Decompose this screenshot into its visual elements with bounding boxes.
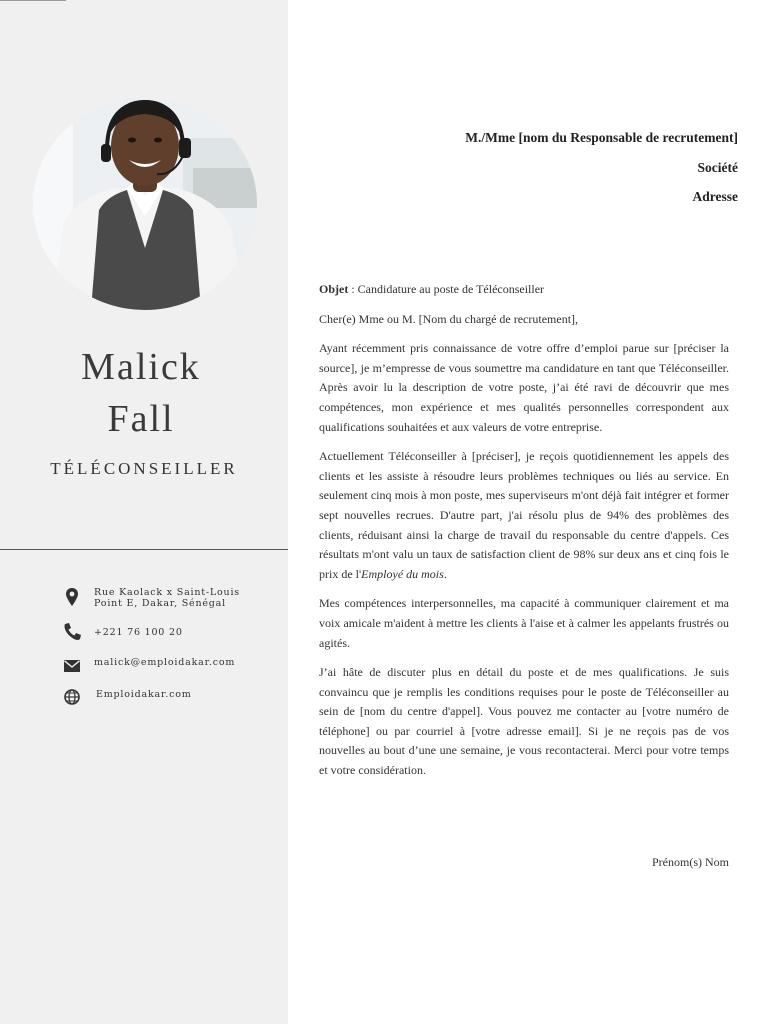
letter-paragraph-1: Ayant récemment pris connaissance de votre offre d’emploi parue sur [préciser la source], je m’empresse de vous soumettre ma candidature en tant que Téléconseiller. Après avoir lu la description de votre poste, j’ai été ravi de découvrir que mes compétences, mon expérience et mes qualités personnelles correspondent aux qualifications souhaitées et aux valeurs de votre entreprise. xyxy=(319,341,729,434)
website-url: Emploidakar.com xyxy=(96,689,192,700)
letter-paragraph-2 xyxy=(319,447,729,584)
recipient-company: Société xyxy=(697,160,738,175)
letter-body xyxy=(319,280,729,791)
contact-address xyxy=(62,587,240,609)
candidate-job-title: TÉLÉCONSEILLER xyxy=(50,459,238,478)
top-rule xyxy=(0,0,66,1)
sidebar-divider xyxy=(0,549,288,550)
profile-photo xyxy=(33,98,257,310)
recipient-name: M./Mme [nom du Responsable de recrutement] xyxy=(465,130,738,145)
paragraph-2-main: Actuellement Téléconseiller à [préciser], je reçois quotidiennement les appels des clients et les assiste à résoudre leurs problèmes techniques ou liés au service. En seulement cinq mois à mon poste, mes superviseurs m'ont déjà fait intégrer et former sept nouvelles recrues. D'autre part, j'ai résolu plus de 94% des problèmes des clients, réduisant ainsi la charge de travail du responsable du centre d'appels. Ces résultats m'ont valu un taux de satisfaction client de 98% sur deux ans et cinq fois le prix de l' xyxy=(319,449,729,581)
subject-text: : Candidature au poste de Téléconseiller xyxy=(348,282,545,296)
subject-label: Objet xyxy=(319,282,349,296)
letter-salutation: Cher(e) Mme ou M. [Nom du chargé de recrutement], xyxy=(319,311,579,326)
location-pin-icon xyxy=(62,587,82,607)
phone-icon xyxy=(62,622,82,642)
paragraph-2-end: . xyxy=(443,566,447,581)
contact-phone xyxy=(62,622,183,642)
letter-signature: Prénom(s) Nom xyxy=(652,855,729,869)
letter-paragraph-3: Mes compétences interpersonnelles, ma capacité à communiquer clairement et ma voix amicale m'aident à mettre les clients à l'aise et à calmer les appelants frustrés ou agités. xyxy=(319,596,729,650)
email-address: malick@emploidakar.com xyxy=(94,657,236,668)
address-line-1: Rue Kaolack x Saint-Louis xyxy=(94,587,240,598)
envelope-icon xyxy=(62,656,82,676)
profile-photo-illustration xyxy=(33,98,257,310)
employee-of-month: Employé du mois xyxy=(361,566,444,581)
candidate-last-name: Fall xyxy=(107,398,175,440)
phone-number: +221 76 100 20 xyxy=(94,627,183,638)
letter-subject xyxy=(319,280,729,300)
letter-paragraph-4: J’ai hâte de discuter plus en détail du poste et de mes qualifications. Je suis convaincu que je remplis les conditions requises pour le poste de Téléconseiller au sein de [nom du centre d'appel]. Vous pouvez me contacter au [votre numéro de téléphone] ou par courriel à [votre adresse email]. Si je ne reçois pas de vos nouvelles au bout d’une une semaine, je vous recontacterai. Merci pour votre temps et votre considération. xyxy=(319,665,729,778)
sidebar xyxy=(0,0,288,1024)
contact-website xyxy=(62,687,192,707)
candidate-first-name: Malick xyxy=(81,346,201,388)
globe-icon xyxy=(62,687,82,707)
contact-email xyxy=(62,656,235,676)
recipient-address: Adresse xyxy=(692,189,738,204)
address-line-2: Point E, Dakar, Sénégal xyxy=(94,598,226,609)
